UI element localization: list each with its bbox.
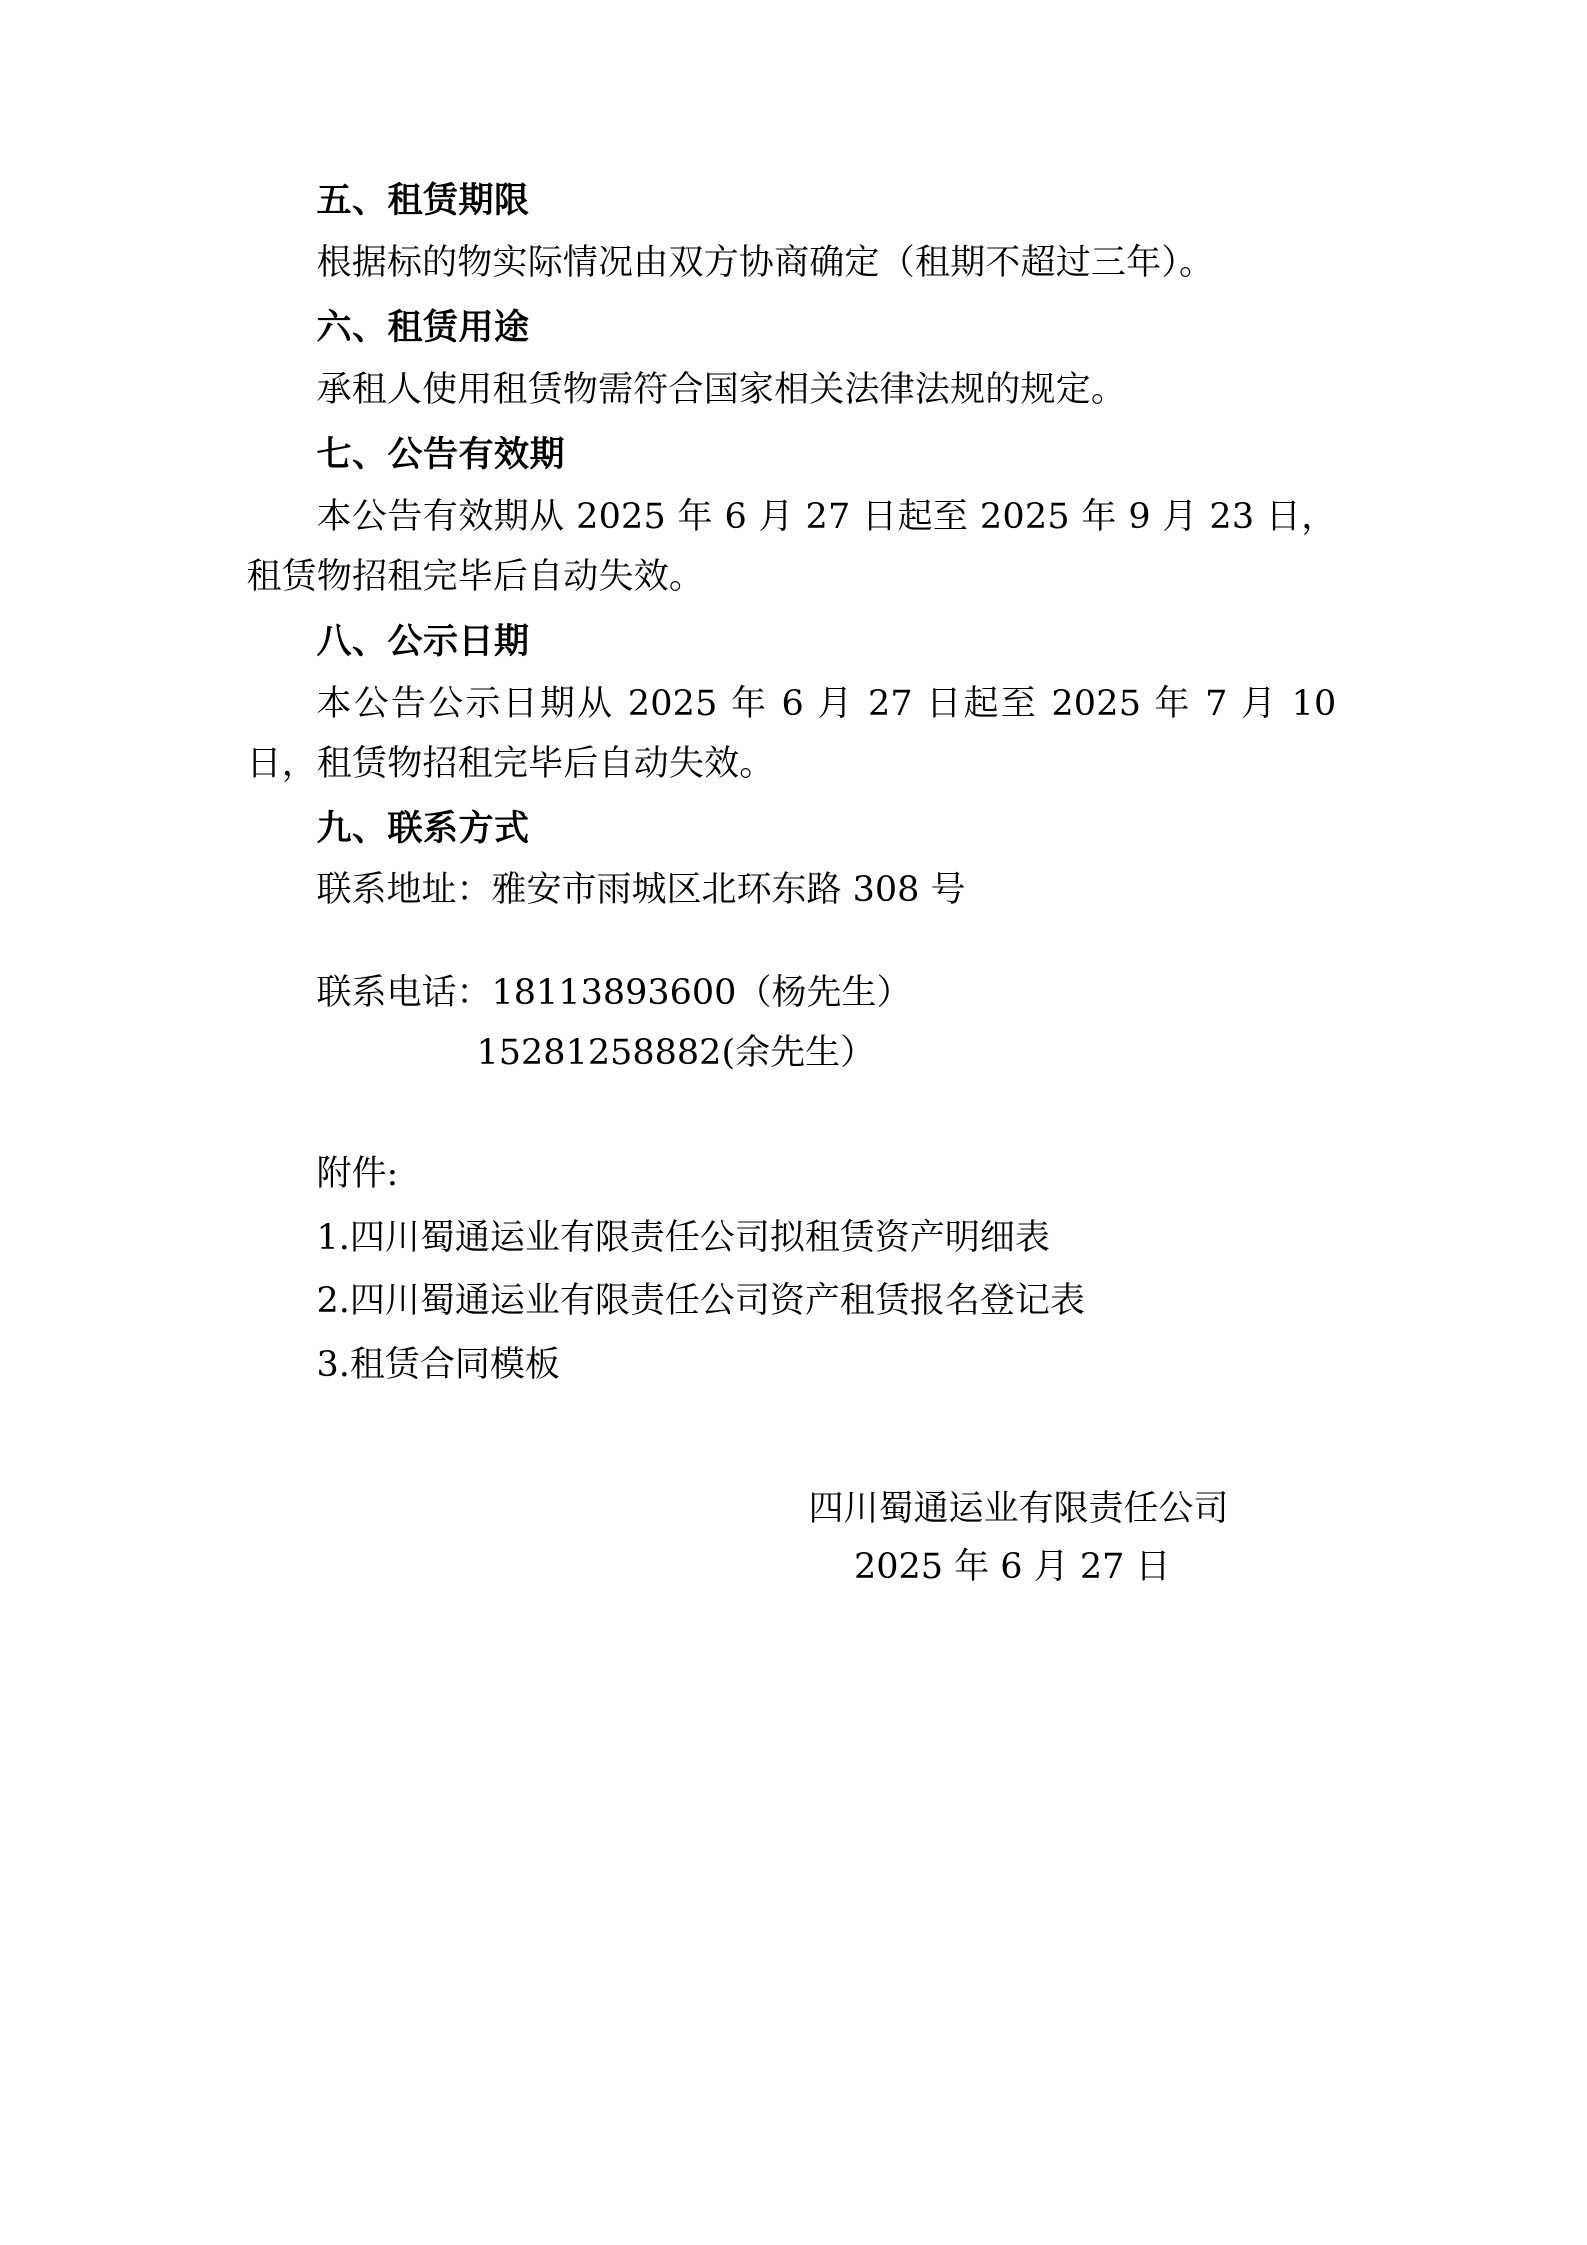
section-heading-lease-term: 五、租赁期限	[316, 181, 530, 221]
contact-address: 联系地址：雅安市雨城区北环东路 308 号	[316, 869, 966, 910]
attachment-item: 1.四川蜀通运业有限责任公司拟租赁资产明细表	[316, 1217, 1050, 1258]
section-paragraph-publicity-date: 本公告公示日期从 2025 年 6 月 27 日起至 2025 年 7 月 10 日，租赁物招租完毕后自动失效。	[246, 683, 1337, 784]
spacer-after-address	[247, 920, 1337, 964]
section-paragraph-lease-term: 根据标的物实际情况由双方协商确定（租期不超过三年）。	[316, 242, 1215, 283]
section-paragraph-validity-period: 本公告有效期从 2025 年 6 月 27 日起至 2025 年 9 月 23 日，租赁物招租完毕后自动失效。	[246, 496, 1337, 597]
section-heading-contact: 九、联系方式	[316, 809, 530, 850]
signature-block	[247, 1481, 1337, 1597]
attachment-item: 3.租赁合同模板	[316, 1344, 560, 1385]
section-heading-validity-period: 七、公告有效期	[316, 434, 566, 475]
spacer-before-attachments	[247, 1083, 1337, 1145]
attachments-title: 附件:	[316, 1154, 399, 1195]
attachment-item: 2.四川蜀通运业有限责任公司资产租赁报名登记表	[316, 1281, 1085, 1322]
contact-phone-secondary: 15281258882(余先生）	[476, 1032, 876, 1073]
section-heading-lease-purpose: 六、租赁用途	[316, 307, 530, 348]
section-heading-publicity-date: 八、公示日期	[316, 622, 530, 662]
contact-phone-primary: 联系电话：18113893600（杨先生）	[316, 973, 912, 1014]
signature-date: 2025 年 6 月 27 日	[853, 1547, 1171, 1588]
section-paragraph-lease-purpose: 承租人使用租赁物需符合国家相关法律法规的规定。	[316, 369, 1127, 410]
document-body	[247, 176, 1337, 1597]
signature-company: 四川蜀通运业有限责任公司	[808, 1489, 1229, 1530]
